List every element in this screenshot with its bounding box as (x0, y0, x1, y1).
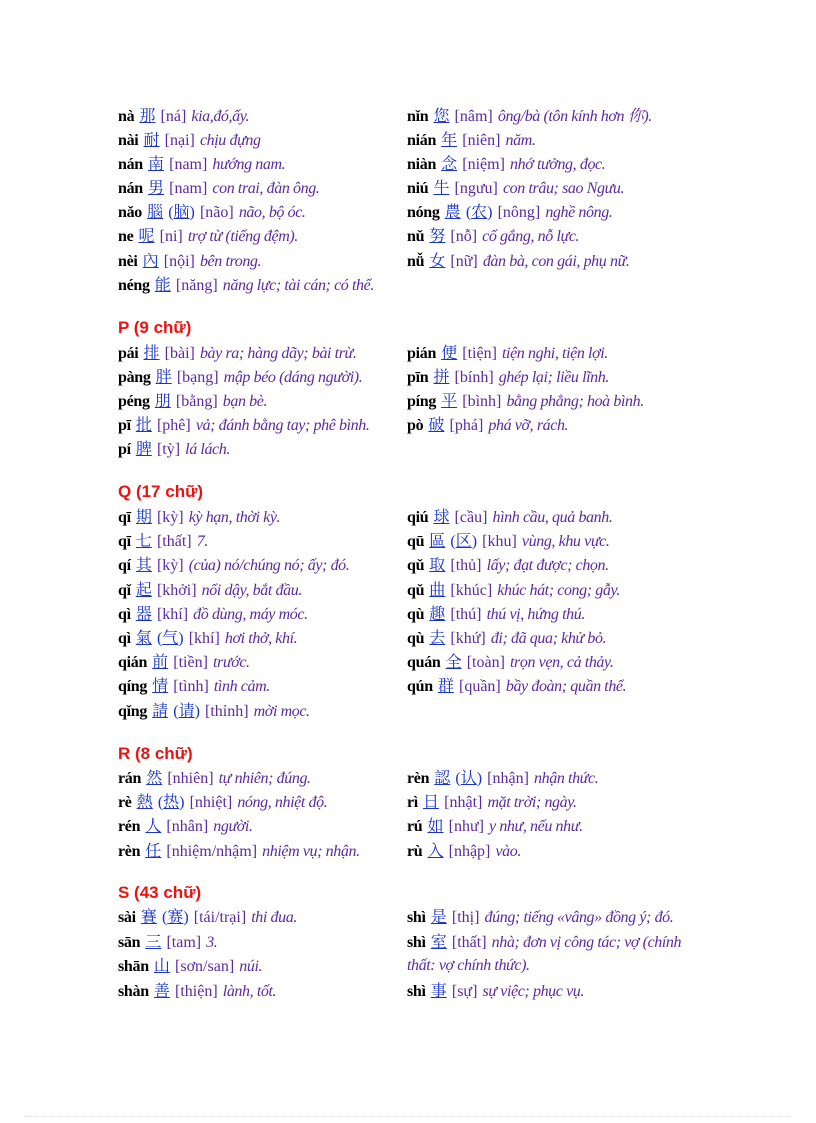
hanzi-link[interactable]: 牛 (433, 178, 450, 197)
meaning: bên trong. (199, 253, 262, 270)
pinyin: píng (407, 393, 437, 410)
entry: rè 熱 (热) [nhiệt] nóng, nhiệt độ. (118, 792, 328, 811)
hanzi-link[interactable]: 拼 (433, 367, 450, 386)
han-viet: [bằng] (175, 393, 218, 410)
han-viet: [phá] (449, 417, 484, 434)
meaning: hơi thở, khí. (224, 630, 298, 647)
pinyin: rèn (118, 843, 141, 860)
meaning: ông/bà (tôn kính hơn 你). (497, 108, 652, 125)
meaning: thú vị, hứng thú. (486, 606, 585, 623)
pinyin: sān (118, 934, 141, 951)
hanzi-link[interactable]: 認 (434, 768, 451, 787)
hanzi-link[interactable]: 年 (441, 130, 458, 149)
meaning: nhiệm vụ; nhận. (262, 843, 360, 860)
entry (118, 250, 261, 273)
pinyin: nài (118, 132, 139, 149)
han-viet: [khí] (156, 606, 189, 623)
hanzi-link[interactable]: 破 (428, 415, 445, 434)
entry (118, 980, 276, 1003)
han-viet: [tỳ] (156, 441, 181, 458)
han-viet: [nhật] (444, 794, 483, 811)
entry (118, 530, 208, 553)
simplified-hanzi-link[interactable]: 请 (178, 701, 195, 720)
meaning: hướng nam. (212, 156, 286, 173)
han-viet: [năng] (175, 277, 218, 294)
entry (118, 579, 302, 602)
han-viet: [nông] (497, 204, 541, 221)
meaning: não, bộ óc. (238, 204, 306, 221)
hanzi-link[interactable]: 日 (423, 792, 440, 811)
pinyin: shān (118, 958, 149, 975)
simplified-hanzi-link[interactable]: 气 (162, 628, 179, 647)
pinyin: qiú (407, 509, 429, 526)
han-viet: [nữ] (450, 253, 478, 270)
pinyin: nǚ (407, 253, 425, 270)
entry (407, 791, 577, 814)
pinyin: pián (407, 345, 437, 362)
entry: rèn 認 (认) [nhận] nhận thức. (407, 768, 599, 787)
hanzi-link[interactable]: 能 (154, 275, 171, 294)
entry (118, 815, 253, 838)
hanzi-link[interactable]: 然 (146, 768, 163, 787)
pinyin: qù (407, 606, 425, 623)
han-viet: [quần] (459, 678, 501, 695)
meaning: người. (213, 818, 253, 835)
meaning: tình cảm. (213, 678, 270, 695)
han-viet: [ni] (159, 228, 183, 245)
hanzi-link[interactable]: 室 (430, 932, 447, 951)
entry (407, 105, 652, 128)
hanzi-link[interactable]: 人 (145, 816, 162, 835)
han-viet: [nâm] (454, 108, 493, 125)
entry (407, 931, 707, 977)
han-viet: [tái/trại] (193, 909, 247, 926)
section-heading-q: Q (17 chữ) (118, 482, 204, 501)
meaning: lá lách. (185, 441, 230, 458)
pinyin: rú (407, 818, 423, 835)
pinyin: qì (118, 606, 131, 623)
meaning: hình cầu, quả banh. (492, 509, 613, 526)
meaning: bày ra; hàng dãy; bài trừ. (199, 345, 357, 362)
pinyin: qǐ (118, 582, 131, 599)
entry (407, 177, 624, 200)
simplified-hanzi-link[interactable]: 脑 (173, 202, 190, 221)
pinyin: qí (118, 557, 131, 574)
meaning: nổi dậy, bắt đầu. (201, 582, 302, 599)
entry (407, 250, 630, 273)
hanzi-link[interactable]: 南 (148, 154, 165, 173)
pinyin: qián (118, 654, 148, 671)
entry (118, 105, 249, 128)
entry: qū 區 (区) [khu] vùng, khu vực. (407, 531, 610, 550)
han-viet: [sơn/san] (175, 958, 235, 975)
pinyin: qǐng (118, 703, 148, 720)
han-viet: [khí] (188, 630, 220, 647)
pinyin: néng (118, 277, 150, 294)
meaning: tự nhiên; đúng. (218, 770, 311, 787)
pinyin: qǔ (407, 557, 425, 574)
entry (118, 153, 285, 176)
meaning: nhớ tưởng, đọc. (510, 156, 606, 173)
meaning: đi; đã qua; khử bỏ. (490, 630, 607, 647)
meaning: bằng phẳng; hoà bình. (506, 393, 644, 410)
hanzi-link[interactable]: 您 (433, 106, 450, 125)
meaning: trọn vẹn, cả thảy. (510, 654, 614, 671)
hanzi-link[interactable]: 情 (152, 676, 169, 695)
hanzi-link[interactable]: 去 (429, 628, 446, 647)
meaning: kỳ hạn, thời kỳ. (188, 509, 281, 526)
hanzi-link[interactable]: 氣 (135, 628, 152, 647)
pinyin: nán (118, 156, 143, 173)
pinyin: pò (407, 417, 424, 434)
hanzi-link[interactable]: 脾 (135, 439, 152, 458)
han-viet: [tiền] (173, 654, 208, 671)
hanzi-link[interactable]: 三 (145, 932, 162, 951)
entry (118, 955, 262, 978)
hanzi-link[interactable]: 事 (430, 981, 447, 1000)
han-viet: [nhập] (448, 843, 491, 860)
hanzi-link[interactable]: 任 (145, 841, 162, 860)
han-viet: [nỗ] (450, 228, 478, 245)
entry (118, 225, 298, 248)
entry (407, 627, 606, 650)
entry (118, 438, 230, 461)
pinyin: nǔ (407, 228, 425, 245)
han-viet: [nhiệm/nhậm] (166, 843, 258, 860)
hanzi-link[interactable]: 趣 (429, 604, 446, 623)
entry (407, 554, 609, 577)
hanzi-link[interactable]: 朋 (154, 391, 171, 410)
meaning: năm. (505, 132, 536, 149)
pinyin: pīn (407, 369, 429, 386)
han-viet: [não] (199, 204, 234, 221)
meaning: 7. (196, 533, 208, 550)
pinyin: rán (118, 770, 142, 787)
han-viet: [nhiệt] (189, 794, 233, 811)
hanzi-link[interactable]: 七 (135, 531, 152, 550)
pinyin: shì (407, 909, 426, 926)
han-viet: [thủ] (450, 557, 482, 574)
pinyin: qù (407, 630, 425, 647)
han-viet: [sự] (451, 983, 478, 1000)
han-viet: [thỉnh] (205, 703, 249, 720)
han-viet: [nam] (169, 180, 208, 197)
hanzi-link[interactable]: 賽 (140, 907, 157, 926)
entry (407, 651, 613, 674)
hanzi-link[interactable]: 平 (441, 391, 458, 410)
hanzi-link[interactable]: 其 (135, 555, 152, 574)
entry (118, 342, 356, 365)
hanzi-link[interactable]: 男 (148, 178, 165, 197)
han-viet: [bình] (462, 393, 502, 410)
entry (407, 815, 583, 838)
han-viet: [bạng] (176, 369, 219, 386)
han-viet: [nại] (164, 132, 195, 149)
pinyin: rù (407, 843, 423, 860)
hanzi-link[interactable]: 農 (444, 202, 461, 221)
meaning: nhà; đơn vị công tác; vợ (chính thất: vợ chính thức). (407, 934, 682, 974)
hanzi-link[interactable]: 腦 (147, 202, 164, 221)
han-viet: [như] (448, 818, 484, 835)
han-viet: [nam] (169, 156, 208, 173)
hanzi-link[interactable]: 耐 (143, 130, 160, 149)
meaning: tiện nghi, tiện lợi. (502, 345, 608, 362)
hanzi-link[interactable]: 排 (143, 343, 160, 362)
hanzi-link[interactable]: 前 (152, 652, 169, 671)
hanzi-link[interactable]: 那 (139, 106, 156, 125)
han-viet: [khu] (482, 533, 517, 550)
hanzi-link[interactable]: 區 (429, 531, 446, 550)
meaning: 3. (206, 934, 218, 951)
han-viet: [nhận] (487, 770, 529, 787)
pinyin: qún (407, 678, 433, 695)
hanzi-link[interactable]: 善 (153, 981, 170, 1000)
hanzi-link[interactable]: 念 (441, 154, 458, 173)
pinyin: rèn (407, 770, 430, 787)
pinyin: quán (407, 654, 441, 671)
meaning: núi. (239, 958, 263, 975)
meaning: cố gắng, nỗ lực. (482, 228, 580, 245)
pinyin: rè (118, 794, 132, 811)
pinyin: ne (118, 228, 134, 245)
meaning: trước. (213, 654, 250, 671)
hanzi-link[interactable]: 努 (429, 226, 446, 245)
meaning: lấy; đạt được; chọn. (486, 557, 609, 574)
pinyin: nán (118, 180, 143, 197)
pinyin: rén (118, 818, 141, 835)
entry (407, 506, 612, 529)
simplified-hanzi-link[interactable]: 热 (163, 792, 180, 811)
entry (407, 980, 584, 1003)
han-viet: [tam] (166, 934, 202, 951)
entry: qǐng 請 (请) [thỉnh] mời mọc. (118, 701, 310, 720)
han-viet: [ná] (160, 108, 187, 125)
pinyin: niàn (407, 156, 437, 173)
entry (118, 675, 270, 698)
entry (118, 554, 349, 577)
meaning: chịu đựng (199, 132, 261, 149)
entry (407, 225, 579, 248)
pinyin: pí (118, 441, 131, 458)
meaning: mập béo (dáng người). (223, 369, 363, 386)
hanzi-link[interactable]: 取 (429, 555, 446, 574)
hanzi-link[interactable]: 期 (135, 507, 152, 526)
entry: nǎo 腦 (脑) [não] não, bộ óc. (118, 202, 306, 221)
meaning: trợ từ (tiếng đệm). (187, 228, 298, 245)
meaning: mặt trời; ngày. (487, 794, 577, 811)
hanzi-link[interactable]: 女 (429, 251, 446, 270)
han-viet: [kỳ] (156, 557, 184, 574)
meaning: sự việc; phục vụ. (482, 983, 584, 1000)
meaning: lành, tốt. (222, 983, 277, 1000)
entry: qì 氣 (气) [khí] hơi thở, khí. (118, 628, 298, 647)
entry (407, 579, 620, 602)
pinyin: qíng (118, 678, 148, 695)
entry: sài 賽 (赛) [tái/trại] thi đua. (118, 907, 297, 926)
hanzi-link[interactable]: 請 (152, 701, 169, 720)
han-viet: [nội] (163, 253, 195, 270)
meaning: vả; đánh bằng tay; phê bình. (195, 417, 370, 434)
entry (118, 274, 374, 297)
meaning: con trai, đàn ông. (212, 180, 320, 197)
pinyin: shàn (118, 983, 149, 1000)
pinyin: niú (407, 180, 429, 197)
hanzi-link[interactable]: 曲 (429, 580, 446, 599)
meaning: phá vỡ, rách. (488, 417, 569, 434)
hanzi-link[interactable]: 熱 (136, 792, 153, 811)
pinyin: nián (407, 132, 437, 149)
section-heading-r: R (8 chữ) (118, 744, 193, 763)
meaning: bầy đoàn; quần thể. (505, 678, 627, 695)
han-viet: [phê] (156, 417, 191, 434)
hanzi-link[interactable]: 器 (135, 604, 152, 623)
han-viet: [cầu] (454, 509, 488, 526)
meaning: mời mọc. (253, 703, 310, 720)
entry: nóng 農 (农) [nông] nghề nông. (407, 202, 613, 221)
section-heading-p: P (9 chữ) (118, 318, 192, 337)
han-viet: [khởi] (156, 582, 197, 599)
hanzi-link[interactable]: 山 (153, 956, 170, 975)
han-viet: [khứ] (450, 630, 486, 647)
hanzi-link[interactable]: 內 (142, 251, 159, 270)
meaning: nhận thức. (534, 770, 599, 787)
hanzi-link[interactable]: 起 (135, 580, 152, 599)
pinyin: shì (407, 983, 426, 1000)
entry (407, 414, 568, 437)
meaning: đàn bà, con gái, phụ nữ. (482, 253, 630, 270)
entry (407, 675, 626, 698)
entry (407, 840, 521, 863)
hanzi-link[interactable]: 胖 (155, 367, 172, 386)
han-viet: [thất] (156, 533, 192, 550)
entry (407, 366, 609, 389)
meaning: vào. (495, 843, 521, 860)
hanzi-link[interactable]: 全 (445, 652, 462, 671)
pinyin: pái (118, 345, 139, 362)
pinyin: nǐn (407, 108, 429, 125)
entry (407, 153, 605, 176)
meaning: khúc hát; cong; gẫy. (497, 582, 620, 599)
meaning: bạn bè. (222, 393, 268, 410)
section-heading-s: S (43 chữ) (118, 883, 202, 902)
han-viet: [toàn] (466, 654, 505, 671)
entry (118, 767, 311, 790)
entry (118, 603, 308, 626)
hanzi-link[interactable]: 球 (433, 507, 450, 526)
hanzi-link[interactable]: 批 (135, 415, 152, 434)
entry (118, 414, 369, 437)
meaning: đồ dùng, máy móc. (193, 606, 308, 623)
entry (407, 906, 673, 929)
simplified-hanzi-link[interactable]: 认 (460, 768, 477, 787)
pinyin: qū (407, 533, 425, 550)
pinyin: shì (407, 934, 426, 951)
pinyin: péng (118, 393, 150, 410)
entry (407, 390, 644, 413)
meaning: con trâu; sao Ngưu. (502, 180, 625, 197)
han-viet: [tiện] (462, 345, 497, 362)
han-viet: [thất] (451, 934, 487, 951)
page-footer-divider (24, 1116, 792, 1117)
meaning: thi đua. (251, 909, 297, 926)
pinyin: qī (118, 533, 131, 550)
han-viet: [tình] (173, 678, 209, 695)
pinyin: nèi (118, 253, 138, 270)
meaning: nóng, nhiệt độ. (237, 794, 328, 811)
pinyin: qì (118, 630, 131, 647)
hanzi-link[interactable]: 如 (427, 816, 444, 835)
han-viet: [thị] (451, 909, 480, 926)
pinyin: pàng (118, 369, 151, 386)
pinyin: sài (118, 909, 136, 926)
pinyin: nǎo (118, 204, 142, 221)
meaning: ghép lại; liều lĩnh. (498, 369, 609, 386)
hanzi-link[interactable]: 入 (427, 841, 444, 860)
han-viet: [bài] (164, 345, 195, 362)
meaning: nghề nông. (545, 204, 613, 221)
pinyin: nóng (407, 204, 440, 221)
han-viet: [khúc] (450, 582, 493, 599)
entry (118, 129, 261, 152)
hanzi-link[interactable]: 是 (430, 907, 447, 926)
han-viet: [thiện] (175, 983, 218, 1000)
entry (118, 390, 267, 413)
han-viet: [kỳ] (156, 509, 184, 526)
simplified-hanzi-link[interactable]: 区 (455, 531, 472, 550)
han-viet: [nhân] (166, 818, 209, 835)
entry (118, 506, 280, 529)
pinyin: qī (118, 509, 131, 526)
meaning: y như, nếu như. (489, 818, 583, 835)
simplified-hanzi-link[interactable]: 赛 (167, 907, 184, 926)
han-viet: [thú] (450, 606, 482, 623)
simplified-hanzi-link[interactable]: 农 (471, 202, 488, 221)
meaning: kia,đó,ấy. (191, 108, 250, 125)
han-viet: [ngưu] (454, 180, 498, 197)
meaning: đúng; tiếng «vâng» đồng ý; đó. (484, 909, 674, 926)
pinyin: qǔ (407, 582, 425, 599)
entry (407, 603, 585, 626)
entry (407, 342, 608, 365)
meaning: năng lực; tài cán; có thể. (222, 277, 374, 294)
pinyin: nà (118, 108, 135, 125)
hanzi-link[interactable]: 便 (441, 343, 458, 362)
meaning: (của) nó/chúng nó; ấy; đó. (188, 557, 350, 574)
entry (118, 931, 217, 954)
entry (407, 129, 536, 152)
pinyin: pī (118, 417, 131, 434)
entry (118, 366, 362, 389)
entry (118, 177, 319, 200)
hanzi-link[interactable]: 群 (437, 676, 454, 695)
hanzi-link[interactable]: 呢 (138, 226, 155, 245)
han-viet: [bính] (454, 369, 494, 386)
entry (118, 840, 360, 863)
han-viet: [niên] (462, 132, 501, 149)
han-viet: [niệm] (462, 156, 505, 173)
han-viet: [nhiên] (167, 770, 214, 787)
meaning: vùng, khu vực. (521, 533, 610, 550)
pinyin: rì (407, 794, 418, 811)
entry (118, 651, 250, 674)
